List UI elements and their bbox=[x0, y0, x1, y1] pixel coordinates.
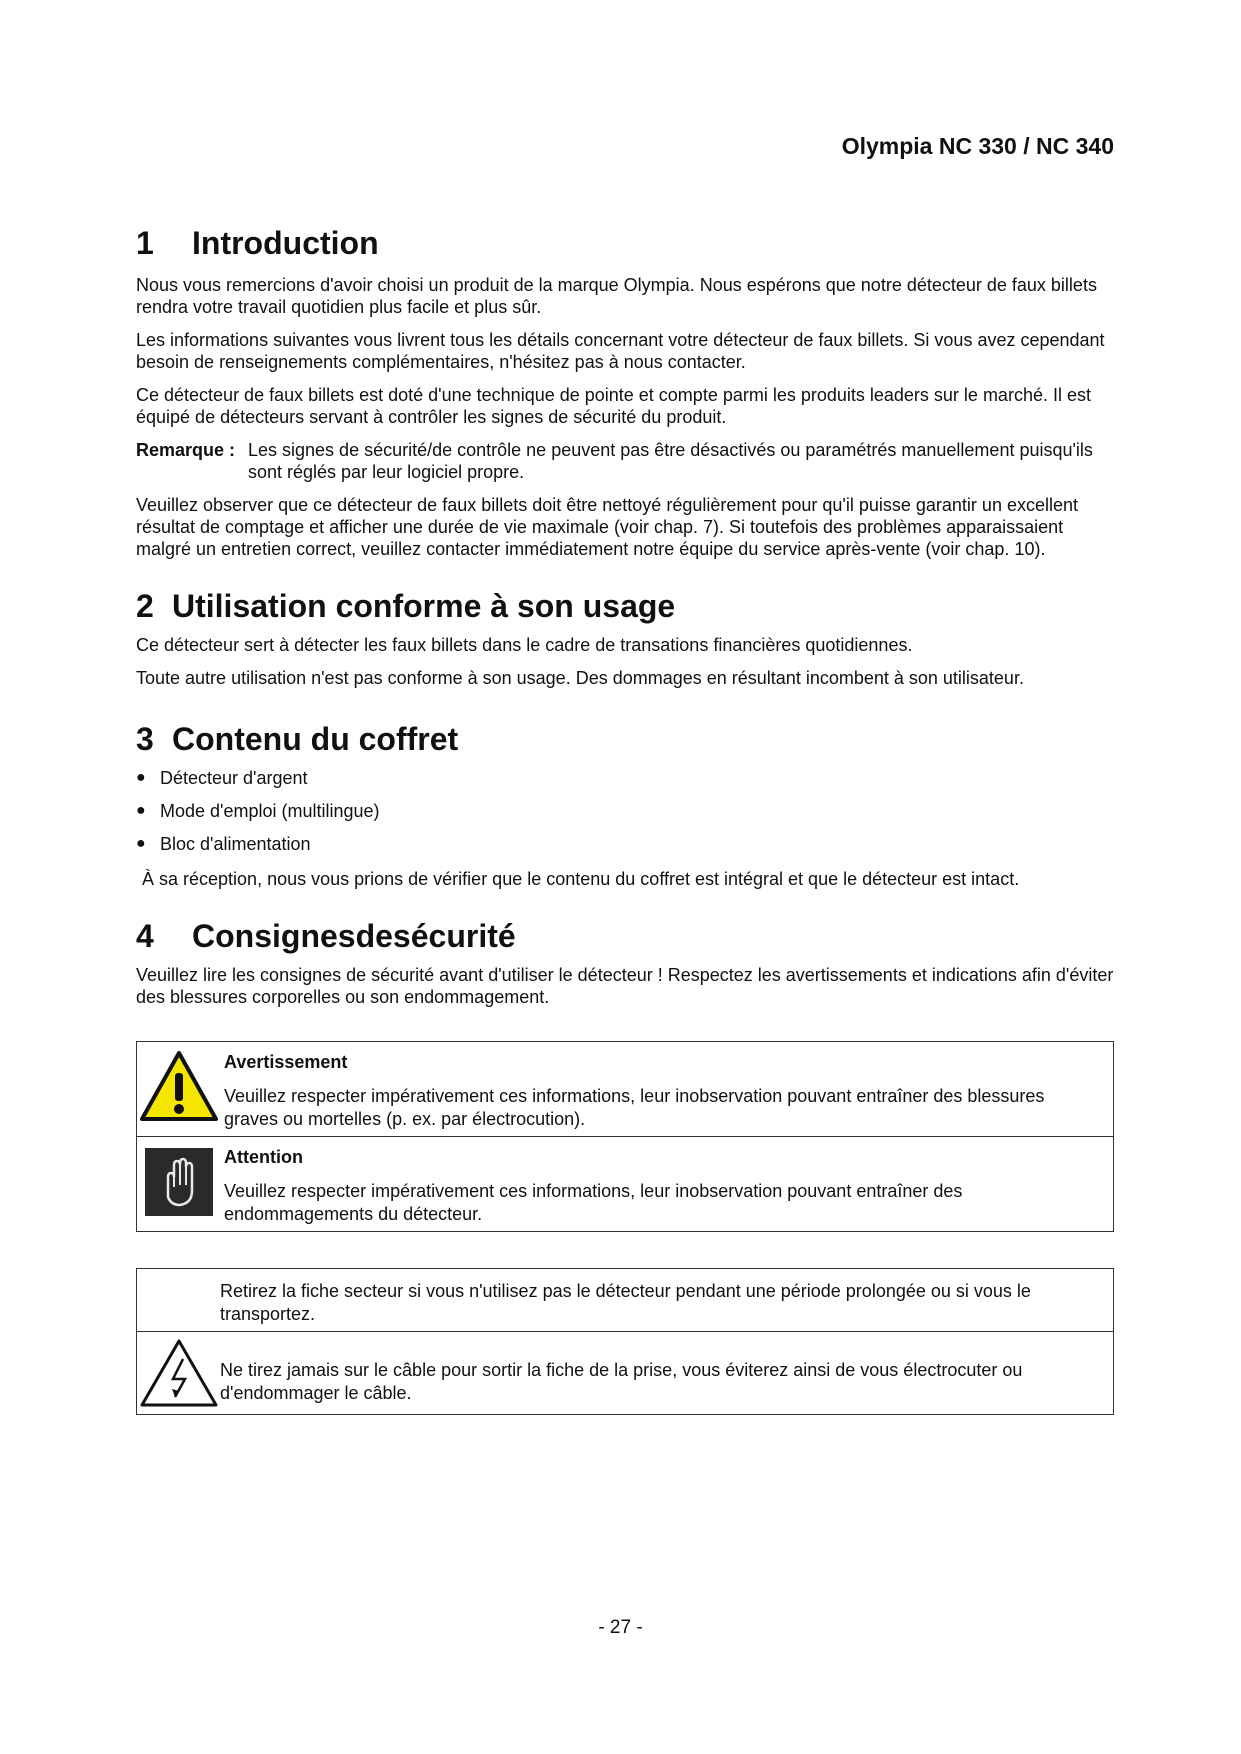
cable-tip-text: Ne tirez jamais sur le câble pour sortir la fiche de la prise, vous éviterez ainsi de vous électrocuter ou d'endommager le câble. bbox=[220, 1360, 1023, 1403]
package-contents-list bbox=[136, 767, 1116, 855]
remark-label: Remarque : bbox=[136, 440, 236, 460]
tip-row bbox=[137, 1332, 1114, 1415]
bullet-icon: ● bbox=[136, 802, 146, 819]
list-item: ● Détecteur d'argent bbox=[136, 768, 308, 788]
safety-intro-paragraph: Veuillez lire les consignes de sécurité avant d'utiliser le détecteur ! Respectez les avertissements et indications afin d'éviter des blessures corporelles ou son endommagement. bbox=[136, 965, 1114, 1007]
remark-text: Les signes de sécurité/de contrôle ne peuvent pas être désactivés ou paramétrés manuellement puisqu'ils sont réglés par leur logiciel propre. bbox=[248, 440, 1093, 482]
electric-safety-table bbox=[136, 1268, 1114, 1415]
list-item: ● Mode d'emploi (multilingue) bbox=[136, 801, 380, 821]
section-4-heading bbox=[136, 915, 1116, 957]
intro-paragraph-1: Nous vous remercions d'avoir choisi un produit de la marque Olympia. Nous espérons que notre détecteur de faux billets rendra votre travail quotidien plus facile et plus sûr. bbox=[136, 275, 1097, 317]
intro-paragraph-4: Veuillez observer que ce détecteur de faux billets doit être nettoyé régulièrement pour qu'il puisse garantir un excellent résultat de comptage et afficher une durée de vie maximale (voir chap. 7). Si toutefois des problèmes apparaissaient malgré un entretien correct, veuillez contacter immédiatement notre équipe du service après-vente (voir chap. 10). bbox=[136, 495, 1078, 559]
section-title-word: Consignes bbox=[192, 918, 356, 954]
section-1-heading bbox=[136, 222, 1116, 264]
tip-row bbox=[137, 1269, 1114, 1332]
section-number: 4 bbox=[136, 918, 154, 954]
warning-table bbox=[136, 1041, 1114, 1232]
remark-note bbox=[136, 439, 1116, 483]
warning-title: Avertissement bbox=[224, 1052, 348, 1072]
contents-check-paragraph: À sa réception, nous vous prions de vérifier que le contenu du coffret est intégral et que le détecteur est intact. bbox=[142, 869, 1020, 889]
section-2-heading bbox=[136, 585, 1116, 627]
section-title: Utilisation conforme à son usage bbox=[172, 588, 676, 624]
intro-paragraph-3: Ce détecteur de faux billets est doté d'une technique de pointe et compte parmi les produits leaders sur le marché. Il est équipé de détecteurs servant à contrôler les signes de sécurité du produit. bbox=[136, 385, 1091, 427]
page-content bbox=[136, 222, 1116, 1415]
warning-row bbox=[137, 1042, 1114, 1137]
intro-paragraph-2: Les informations suivantes vous livrent tous les détails concernant votre détecteur de faux billets. Si vous avez cependant besoin de renseignements complémentaires, n'hésitez pas à nous contacter. bbox=[136, 330, 1105, 372]
attention-row bbox=[137, 1137, 1114, 1232]
attention-text: Veuillez respecter impérativement ces informations, leur inobservation pouvant entraîner des endommagements du détecteur. bbox=[224, 1181, 963, 1224]
section-number: 2 bbox=[136, 588, 154, 624]
page-number: - 27 - bbox=[598, 1617, 643, 1638]
bullet-icon: ● bbox=[136, 769, 146, 786]
document-header-title: Olympia NC 330 / NC 340 bbox=[841, 133, 1114, 159]
list-item: ● Bloc d'alimentation bbox=[136, 834, 311, 854]
attention-title: Attention bbox=[224, 1147, 303, 1167]
bullet-icon: ● bbox=[136, 835, 146, 852]
stop-hand-icon bbox=[144, 1147, 214, 1217]
unplug-tip-text: Retirez la fiche secteur si vous n'utilisez pas le détecteur pendant une période prolongée ou si vous le transportez. bbox=[220, 1281, 1031, 1324]
section-title-word: de bbox=[355, 918, 393, 954]
usage-paragraph-2: Toute autre utilisation n'est pas conforme à son usage. Des dommages en résultant incombent à son utilisateur. bbox=[136, 668, 1024, 688]
usage-paragraph-1: Ce détecteur sert à détecter les faux billets dans le cadre de transations financières quotidiennes. bbox=[136, 635, 913, 655]
section-title: Contenu du coffret bbox=[172, 721, 459, 757]
section-3-heading bbox=[136, 718, 1116, 760]
warning-text: Veuillez respecter impérativement ces informations, leur inobservation pouvant entraîner des blessures graves ou mortelles (p. ex. par électrocution). bbox=[224, 1086, 1045, 1129]
warning-triangle-icon bbox=[139, 1049, 219, 1123]
section-title-word: sécurité bbox=[392, 918, 516, 954]
section-number: 3 bbox=[136, 721, 154, 757]
section-number: 1 bbox=[136, 225, 154, 261]
section-title: Introduction bbox=[192, 225, 379, 261]
electric-hazard-icon bbox=[139, 1337, 219, 1409]
